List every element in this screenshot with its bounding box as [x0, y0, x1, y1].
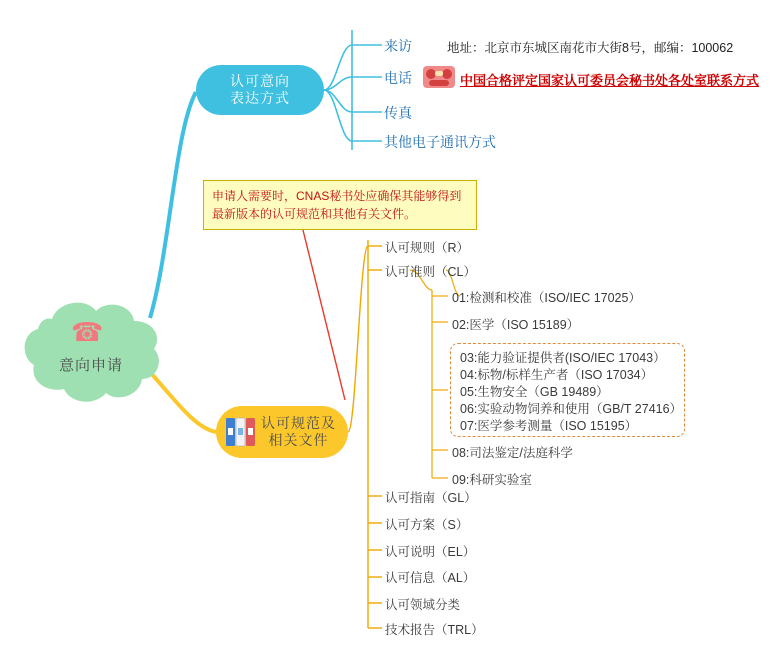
- branch-intent-expression-label-2: 表达方式: [230, 90, 290, 106]
- branch-intent-expression-label-1: 认可意向: [230, 73, 290, 89]
- leaf-cl-05[interactable]: 05:生物安全（GB 19489）: [460, 385, 609, 399]
- leaf-cl-08[interactable]: 08:司法鉴定/法庭科学: [452, 446, 573, 460]
- leaf-cl-09[interactable]: 09:科研实验室: [452, 473, 532, 487]
- folder-icon: [224, 416, 264, 448]
- leaf-cl-02[interactable]: 02:医学（ISO 15189）: [452, 318, 580, 332]
- root-label: 意向申请: [58, 356, 123, 374]
- leaf-guides[interactable]: 认可指南（GL）: [385, 491, 477, 505]
- branch-intent-expression[interactable]: [196, 65, 324, 115]
- cloud-shape: [16, 293, 166, 409]
- telephone-icon: [422, 63, 456, 91]
- note-line-2: 最新版本的认可规范和其他有关文件。: [212, 207, 417, 221]
- leaf-cl-06[interactable]: 06:实验动物饲养和使用（GB/T 27416）: [460, 402, 683, 416]
- leaf-cl-01[interactable]: 01:检测和校准（ISO/IEC 17025）: [452, 291, 641, 305]
- leaf-cl-04[interactable]: 04:标物/标样生产者（ISO 17034）: [460, 368, 654, 382]
- leaf-schemes[interactable]: 认可方案（S）: [385, 518, 469, 532]
- note-line-1: 申请人需要时，CNAS秘书处应确保其能够得到: [212, 189, 462, 203]
- leaf-cl-03[interactable]: 03:能力验证提供者(ISO/IEC 17043）: [460, 351, 666, 365]
- leaf-explanations[interactable]: 认可说明（EL）: [385, 545, 476, 559]
- leaf-cl-07[interactable]: 07:医学参考测量（ISO 15195）: [460, 419, 638, 433]
- leaf-phone[interactable]: 电话: [384, 70, 412, 86]
- branch-accreditation-docs-label-1: 认可规范及: [261, 415, 336, 431]
- phone-icon: ☎: [71, 317, 104, 347]
- leaf-technical-report[interactable]: 技术报告（TRL）: [385, 623, 484, 637]
- leaf-address: 地址：北京市东城区南花市大街8号，邮编：100062: [447, 41, 734, 55]
- branch-accreditation-docs-label-2: 相关文件: [268, 432, 329, 448]
- note-box: [203, 180, 477, 230]
- leaf-other-electronic[interactable]: 其他电子通讯方式: [384, 134, 496, 150]
- leaf-criteria[interactable]: 认可准则（CL）: [385, 265, 476, 279]
- leaf-visit[interactable]: 来访: [384, 38, 412, 54]
- leaf-fax[interactable]: 传真: [384, 105, 412, 121]
- root-node[interactable]: [16, 293, 166, 409]
- branch-accreditation-docs[interactable]: [216, 406, 348, 458]
- leaf-field-classification[interactable]: 认可领域分类: [385, 598, 461, 612]
- leaf-rules[interactable]: 认可规则（R）: [385, 241, 470, 255]
- leaf-cnas-contact-link[interactable]: 中国合格评定国家认可委员会秘书处各处室联系方式: [460, 73, 760, 88]
- leaf-information[interactable]: 认可信息（AL）: [385, 571, 476, 585]
